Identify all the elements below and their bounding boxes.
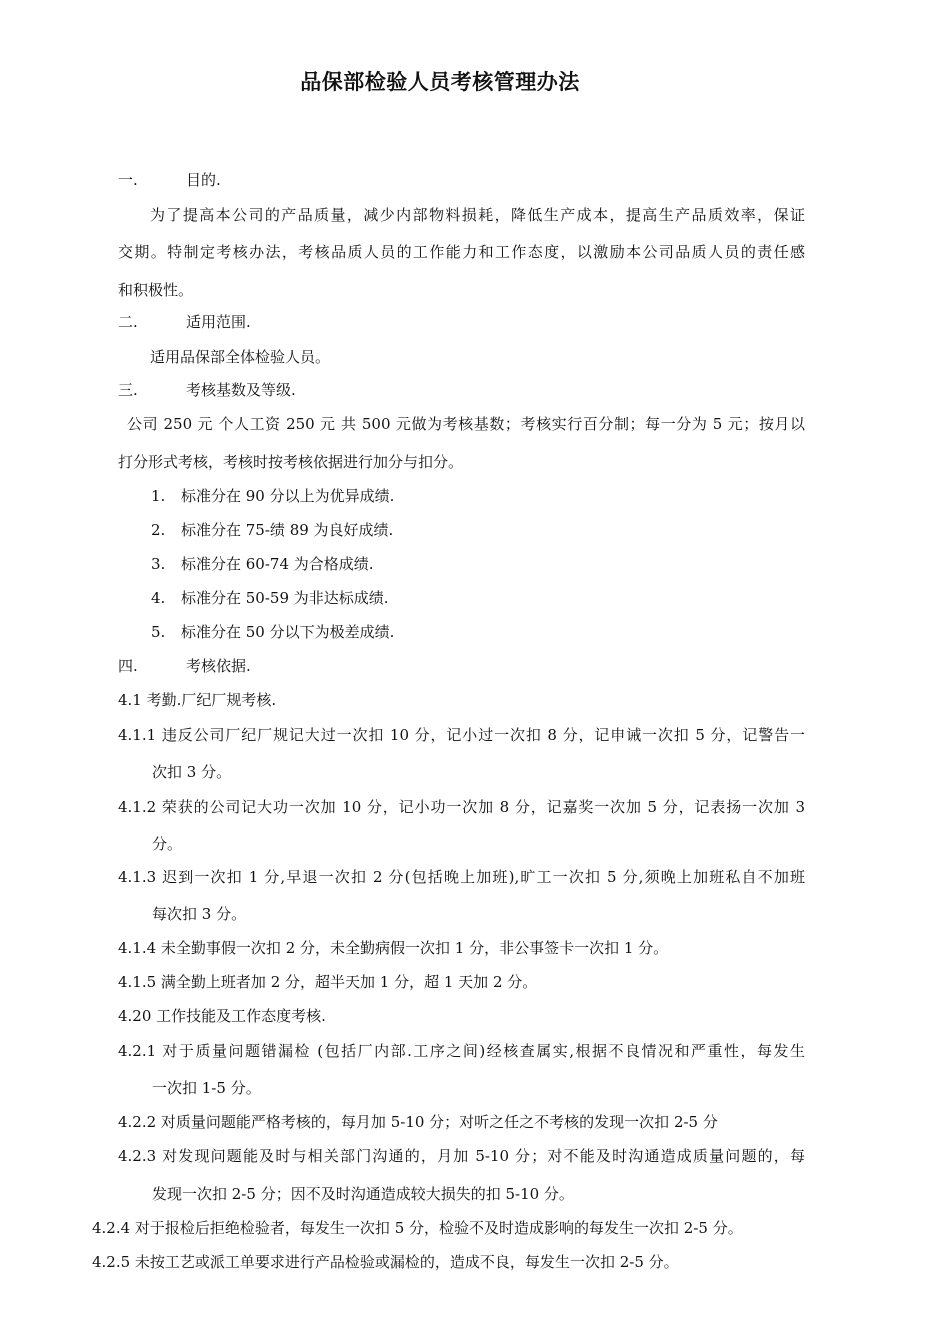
grade-list-number: 5. [151,623,166,641]
grade-list-number: 2. [151,521,166,539]
grade-list-item [151,486,394,506]
grade-list-text: 标准分在 75-绩 89 为良好成绩. [181,521,394,539]
section-3-title: 考核基数及等级. [186,381,296,399]
clause-4-1-1-line-2: 次扣 3 分。 [152,763,232,781]
grade-list-text: 标准分在 50 分以下为极差成绩. [181,623,395,641]
grade-list-item [151,588,389,608]
clause-4-2-3-line-1: 4.2.3 对发现问题能及时与相关部门沟通的，月加 5-10 分；对不能及时沟通造成质量问题的，每 [118,1147,805,1165]
grade-list-item [151,520,393,540]
grade-list-text: 标准分在 50-59 为非达标成绩. [181,589,389,607]
clause-4-2-3-line-2: 发现一次扣 2-5 分；因不及时沟通造成较大损失的扣 5-10 分。 [152,1185,574,1203]
clause-4-1-3-line-1: 4.1.3 迟到一次扣 1 分,早退一次扣 2 分(包括晚上加班),旷工一次扣 5 分,须晚上加班私自不加班 [118,868,805,886]
clause-4-1-3-line-2: 每次扣 3 分。 [152,905,247,923]
clause-4-2-4: 4.2.4 对于报检后拒绝检验者，每发生一次扣 5 分，检验不及时造成影响的每发生一次扣 2-5 分。 [92,1219,743,1237]
section-1-paragraph-line-1: 为了提高本公司的产品质量，减少内部物料损耗，降低生产成本，提高生产品质效率，保证 [150,206,805,224]
section-4-heading [118,656,251,676]
section-1-paragraph-line-2: 交期。特制定考核办法，考核品质人员的工作能力和工作态度，以激励本公司品质人员的责任感 [118,243,805,261]
section-1-title: 目的. [186,171,221,189]
document-title: 品保部检验人员考核管理办法 [300,69,580,94]
section-2-number: 二. [118,313,138,331]
section-1-heading [118,170,221,190]
clause-4-1-4: 4.1.4 未全勤事假一次扣 2 分，未全勤病假一次扣 1 分，非公事签卡一次扣 1 分。 [118,939,669,957]
section-3-paragraph-line-2: 打分形式考核，考核时按考核依据进行加分与扣分。 [118,453,464,471]
clause-4-1-2-line-1: 4.1.2 荣获的公司记大功一次加 10 分，记小功一次加 8 分，记嘉奖一次加 5 分，记表扬一次加 3 [118,798,805,816]
section-2-heading [118,312,251,332]
section-2-title: 适用范围. [186,313,251,331]
grade-list-text: 标准分在 60-74 为合格成绩. [181,555,374,573]
section-3-heading [118,380,296,400]
clause-4-2-1-line-2: 一次扣 1-5 分。 [152,1079,261,1097]
clause-4-1-5: 4.1.5 满全勤上班者加 2 分，超半天加 1 分，超 1 天加 2 分。 [118,973,538,991]
section-4-number: 四. [118,657,138,675]
clause-4-1-1-line-1: 4.1.1 违反公司厂纪厂规记大过一次扣 10 分，记小过一次扣 8 分，记申诫一次扣 5 分，记警告一 [118,726,805,744]
clause-4-1-2-line-2: 分。 [152,835,183,853]
grade-list-number: 4. [151,589,166,607]
clause-4-1: 4.1 考勤.厂纪厂规考核. [118,691,277,709]
grade-list-number: 1. [151,487,166,505]
section-3-paragraph-line-1: 公司 250 元 个人工资 250 元 共 500 元做为考核基数；考核实行百分制；每一分为 5 元；按月以 [127,415,805,433]
section-2-paragraph: 适用品保部全体检验人员。 [150,348,331,366]
grade-list-item [151,622,394,642]
clause-4-2: 4.20 工作技能及工作态度考核. [118,1007,326,1025]
section-1-number: 一. [118,171,138,189]
section-3-number: 三. [118,381,138,399]
clause-4-2-5: 4.2.5 未按工艺或派工单要求进行产品检验或漏检的，造成不良，每发生一次扣 2-5 分。 [92,1253,679,1271]
clause-4-2-2: 4.2.2 对质量问题能严格考核的，每月加 5-10 分；对听之任之不考核的发现一次扣 2-5 分 [118,1113,718,1131]
section-4-title: 考核依据. [186,657,251,675]
section-1-paragraph-line-3: 和积极性。 [118,281,194,299]
grade-list-item [151,554,374,574]
grade-list-number: 3. [151,555,166,573]
grade-list-text: 标准分在 90 分以上为优异成绩. [181,487,395,505]
clause-4-2-1-line-1: 4.2.1 对于质量问题错漏检 (包括厂内部.工序之间)经核查属实,根据不良情况和严重性，每发生 [118,1042,805,1060]
